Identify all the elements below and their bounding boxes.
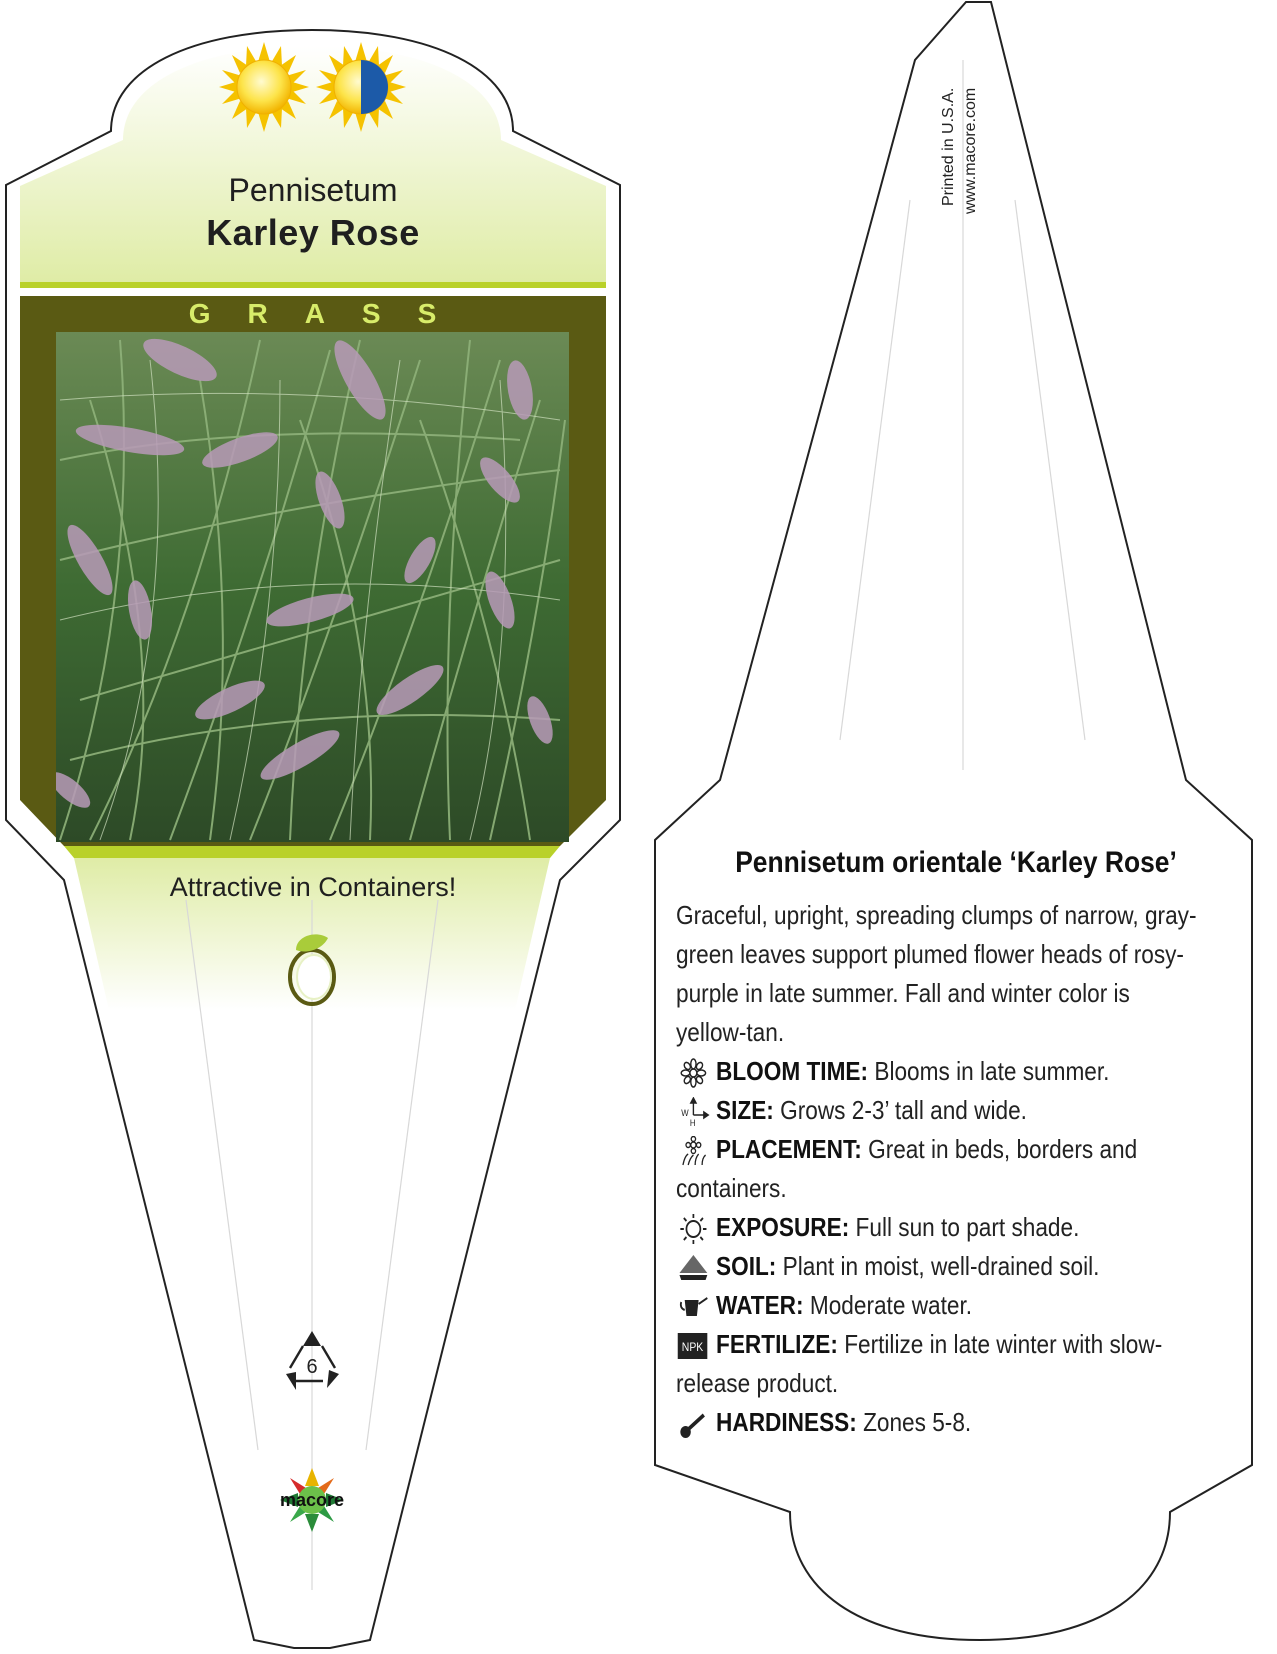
care-info bbox=[676, 896, 1198, 1442]
npk-icon bbox=[676, 1331, 711, 1361]
attribute-exposure: EXPOSURE: Full sun to part shade. bbox=[676, 1208, 1198, 1247]
soil-icon bbox=[676, 1253, 711, 1283]
size-icon bbox=[676, 1097, 711, 1127]
plant-genus: Pennisetum bbox=[228, 172, 398, 208]
attribute-water: WATER: Moderate water. bbox=[676, 1286, 1198, 1325]
attribute-soil: SOIL: Plant in moist, well-drained soil. bbox=[676, 1247, 1198, 1286]
sun-icon bbox=[676, 1214, 711, 1244]
part-shade-icon bbox=[316, 42, 406, 132]
grass-photo bbox=[44, 330, 569, 842]
feature-text: Attractive in Containers! bbox=[169, 872, 457, 902]
attribute-placement: PLACEMENT: Great in beds, borders and containers. bbox=[676, 1134, 1138, 1203]
flower-icon bbox=[676, 1058, 711, 1088]
plant-category: GRASS bbox=[188, 298, 474, 329]
description: Graceful, upright, spreading clumps of narrow, gray-green leaves support plumed flower heads of rosy-purple in late summer. Fall and winter color is yellow-tan. bbox=[676, 900, 1197, 1047]
plant-cultivar: Karley Rose bbox=[206, 212, 420, 253]
brand-name: macore bbox=[279, 1490, 345, 1510]
recycle-number: 6 bbox=[306, 1356, 318, 1378]
attribute-bloom-time: BLOOM TIME: Blooms in late summer. bbox=[676, 1052, 1198, 1091]
printed-in-usa: Printed in U.S.A. bbox=[940, 87, 957, 206]
header-band bbox=[20, 282, 606, 288]
svg-text:NPK: NPK bbox=[681, 1341, 704, 1355]
watering-can-icon bbox=[676, 1292, 711, 1322]
thermometer-icon bbox=[676, 1409, 711, 1439]
attribute-size: W H SIZE: Grows 2-3’ tall and wide. bbox=[676, 1091, 1198, 1130]
svg-text:H: H bbox=[689, 1117, 696, 1128]
website: www.macore.com bbox=[962, 87, 979, 214]
svg-text:W: W bbox=[681, 1107, 689, 1119]
feature-band bbox=[64, 846, 560, 858]
attribute-fertilize: NPK FERTILIZE: Fertilize in late winter with slow-release product. bbox=[676, 1329, 1163, 1398]
full-sun-icon bbox=[219, 42, 309, 132]
attribute-hardiness: HARDINESS: Zones 5-8. bbox=[676, 1403, 1198, 1442]
placement-icon bbox=[676, 1136, 711, 1166]
back-title: Pennisetum orientale ‘Karley Rose’ bbox=[735, 846, 1177, 879]
